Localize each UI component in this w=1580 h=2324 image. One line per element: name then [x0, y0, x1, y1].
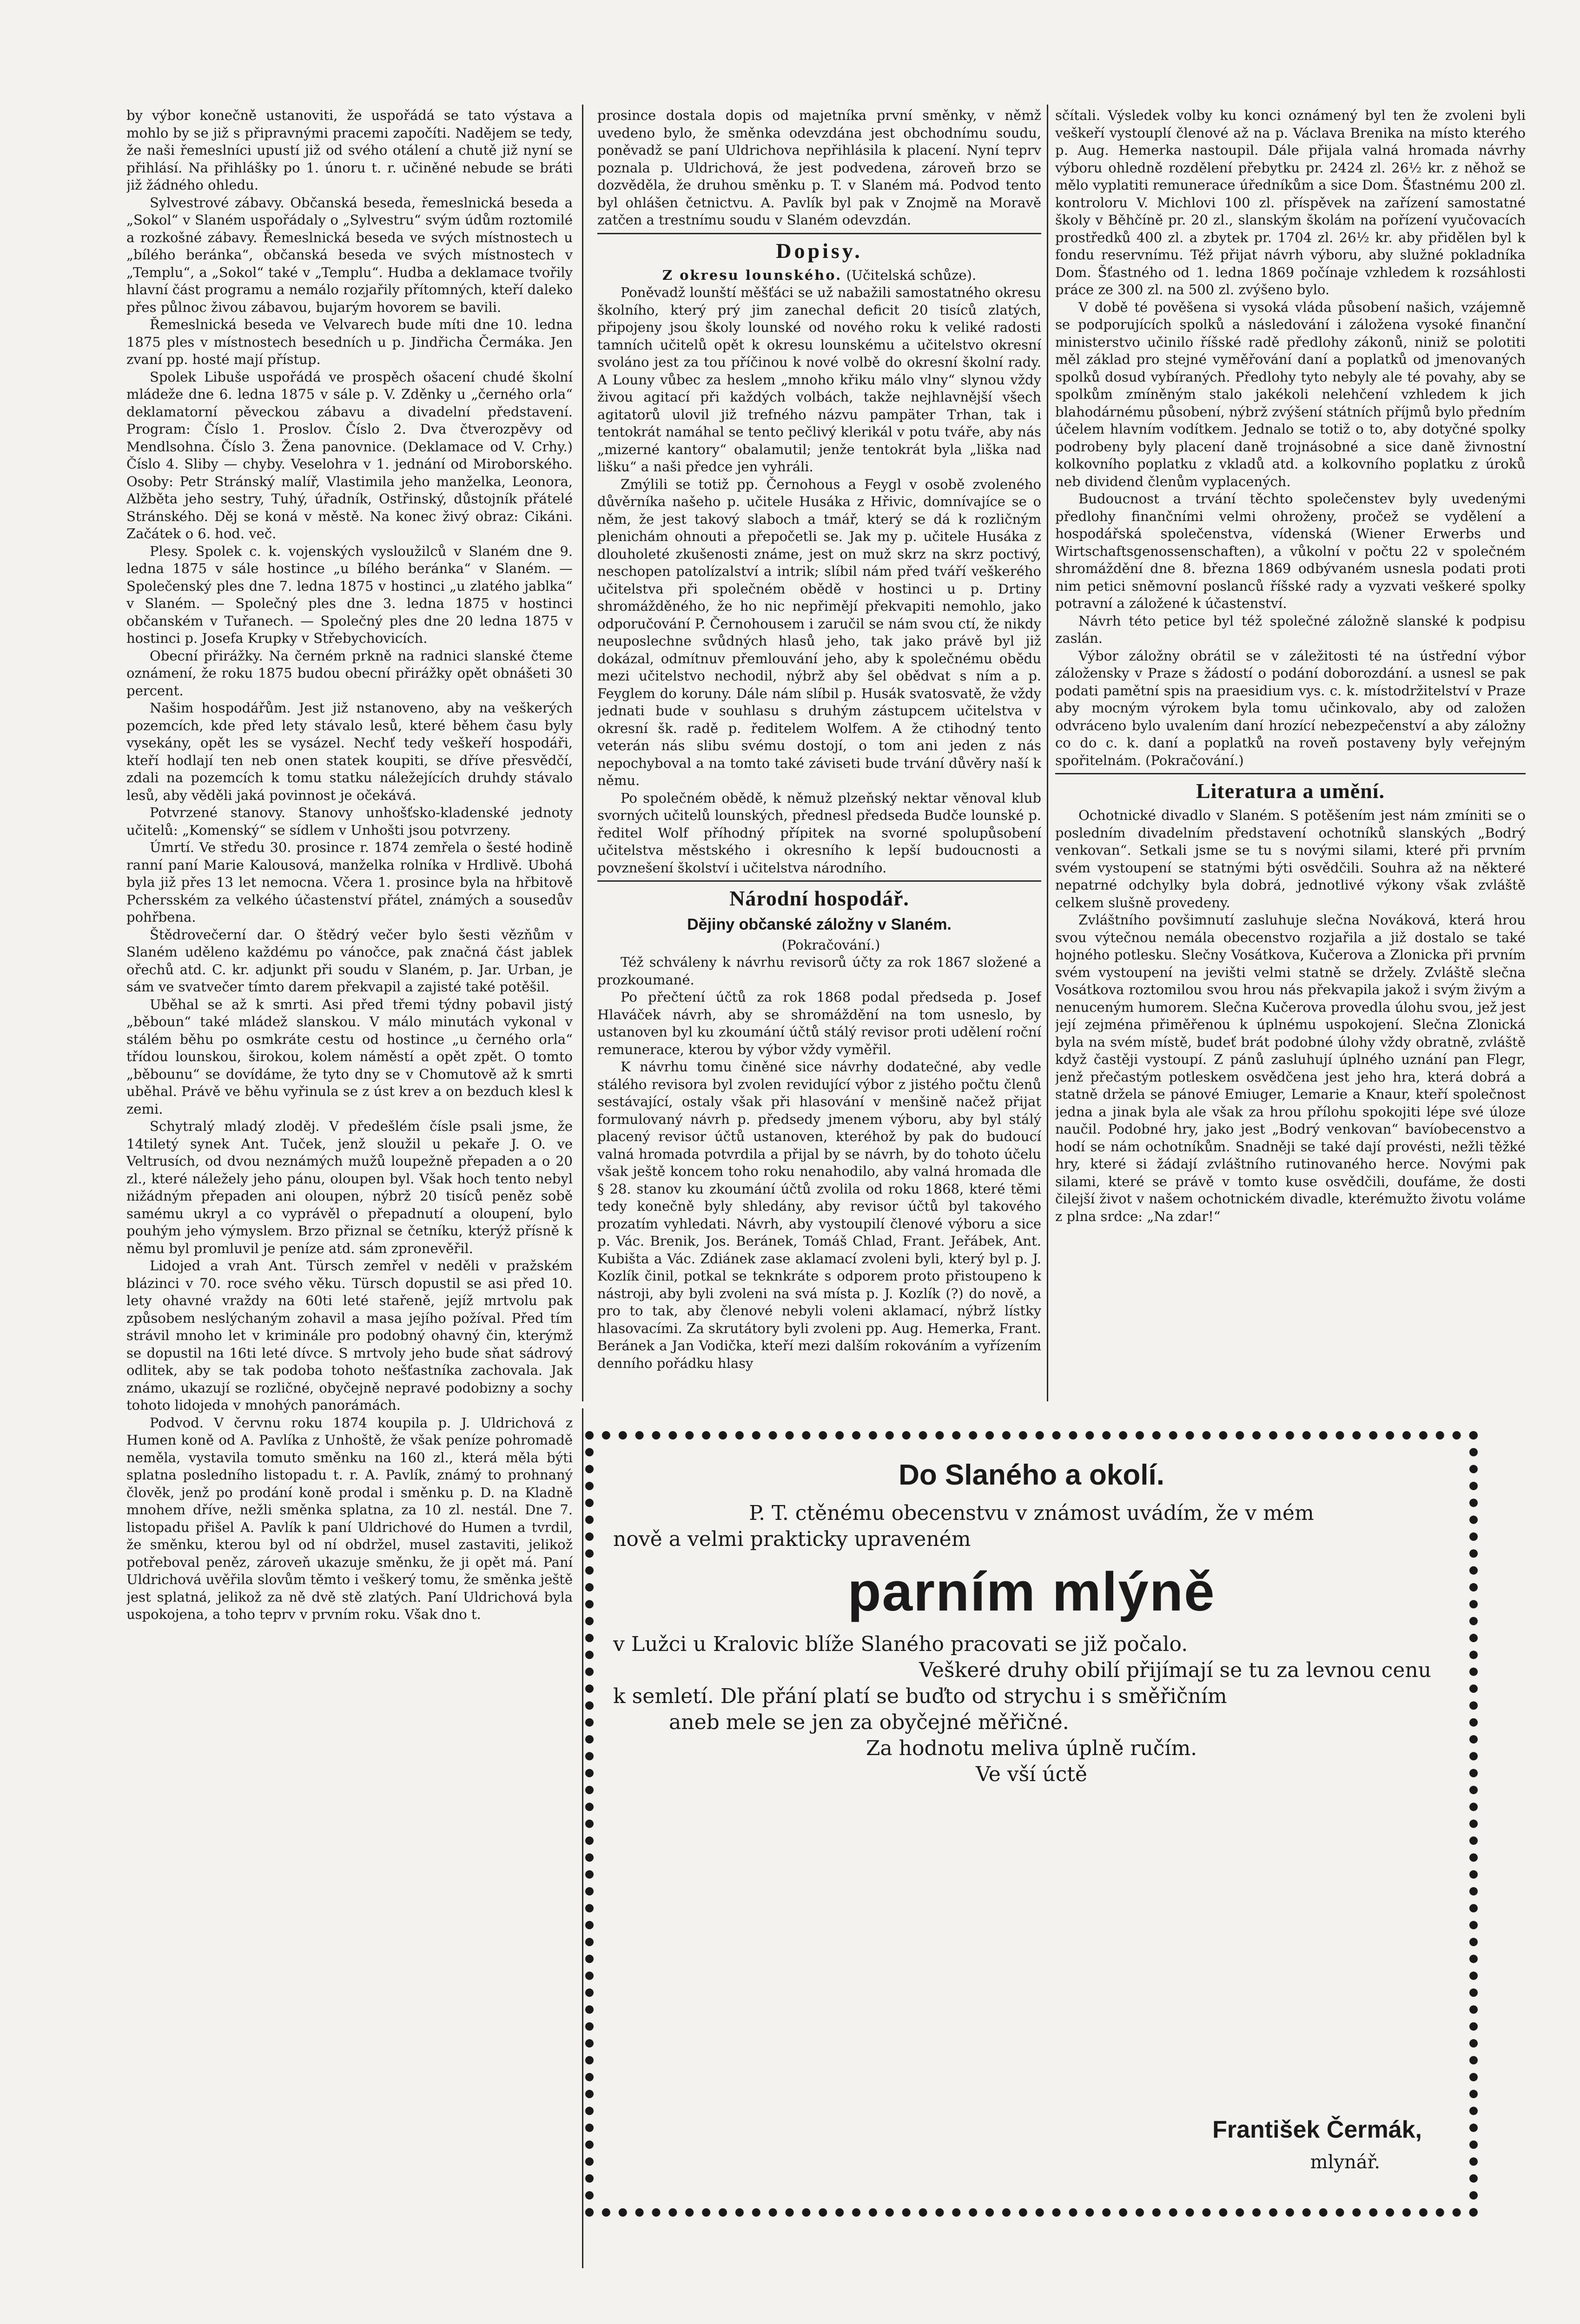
paragraph: Potvrzené stanovy. Stanovy unhošťsko-kladenské jednoty učitelů: „Komenský“ se sídlem v Unhošti jsou potvrzeny. — [126, 805, 573, 838]
section-rule — [597, 880, 1041, 882]
subheading-note: (Učitelská schůze). — [846, 267, 977, 283]
paragraph: V době té pověšena si vysoká vláda působení našich, vzájemně se podporujících spolků a následování i záložena vysoké finanční ministerstvo učinilo říšské radě předlohy zákonů, niniž se polotiti měl základ pro stejné vyměřování daní a poplatků od jmenovaných spolků dosud vybíraných. Předlohy tyto nebyly ale té povahy, aby se spolkům zmíněným stalo jakékoli nelehčení vzhledem k jich blahodárnému působení, nýbrž zvýšení státních příjmů bylo předním účelem hlavním vodítkem. Jednalo se totiž o to, aby dotyčné spolky podrobeny byly placení daně trojnásobné a sice daně živnostní kolkovního poplatku z vkladů atd. a kolkovního poplatku z úroků neb dividend členům vyplacených. — [1055, 299, 1526, 489]
paragraph: Lidojed a vrah Ant. Türsch zemřel v neděli v pražském blázinci v 70. roce svého věku. Türsch dopustil se asi před 10. lety ohavné vraždy na 60ti leté stařeně, jejíž mrtvolu pak způsobem neslýchaným zohavil a masa jejího požíval. Před tím strávil mnoho let v kriminále pro podobný ohavný čin, kterýmž se dopustil na 16ti leté dívce. S mrtvoly jeho bude sňat sádrový odlitek, aby se tak podoba tohoto nešťastníka zachovala. Jak známo, ukazují se rozličné, obyčejně nepravé podobizny a sochy tohoto lidojeda v mnohých panorámách. — [126, 1258, 573, 1413]
paragraph: Ochotnické divadlo v Slaném. S potěšením jest nám zmíniti se o posledním divadelním představení ochotníků slanských „Bodrý venkovan“. Setkali jsme se tu s novými silami, které při prvním svém vystoupení se statnými býti osvědčili. Souhra až na některé nepatrné odchylky byla dobrá, jednotlivé výkony však zvláště celkem slušně provedeny. — [1055, 807, 1526, 911]
ad-signature-role: mlynář. — [1310, 2152, 1380, 2173]
paragraph: Štědrovečerní dar. O štědrý večer bylo šesti vězňům v Slaném uděleno každému po vánočce, pak značná část jablek ořechů atd. C. kr. adjunkt při soudu v Slaném, p. Jar. Urban, je sám ve svatvečer tímto darem překvapil a zajisté také potěšil. — [126, 926, 573, 995]
ad-line: P. T. ctěnému obecenstvu v známost uvádím, že v mém — [749, 1501, 1314, 1525]
advertisement — [579, 1425, 1484, 2223]
advertisement-body — [613, 1457, 1450, 2191]
column-2 — [597, 107, 1041, 1399]
ad-line: Za hodnotu meliva úplně ručím. — [866, 1736, 1197, 1760]
ad-title: Do Slaného a okolí. — [899, 1459, 1164, 1491]
paragraph: Budoucnost a trvání těchto společenstev byly uvedenými předlohy finančními velmi ohroženy, pročež se vydělení a hospodářská společenstva, vídenská (Wiener Erwerbs und Wirtschaftsgenossenschaften), a vůkolní v počtu 22 v společném shromáždění dne 8. března 1869 odbývaném usnesla podati proti nim petici sněmovní poslanců říšské rady a vyzvati veškeré spolky potravní a záložené k účastenství. — [1055, 491, 1526, 611]
column-1 — [126, 107, 573, 2268]
paragraph: Spolek Libuše uspořádá ve prospěch ošacení chudé školní mládeže dne 6. ledna 1875 v sále p. V. Zděnky u „černého orla“ deklamatorní pěveckou zábavu a divadelní představení. Program: Číslo 1. Proslov. Číslo 2. Dva čtverozpěvy od Mendlsohna. Číslo 3. Žena panovnice. (Deklamace od V. Crhy.) Číslo 4. Sliby — chyby. Veselohra v 1. jednání od Miroborského. Osoby: Petr Stránský malíř, Vlastimila jeho manželka, Leonora, Alžběta jeho sestry, Tuhý, úřadník, Ostřinský, důstojník přátelé Stránského. Děj se koná v městě. Na konec živý obraz: Cikáni. Začátek o 6. hod. več. — [126, 369, 573, 541]
paragraph: Schytralý mladý zloděj. V předešlém čísle psali jsme, že 14tiletý synek Ant. Tuček, jenž sloužil u pekaře J. O. ve Veltrusích, od dvou neznámých mužů loupežně přepaden a o 20 zl., které náležely jeho pánu, oloupen byl. Však hoch tento nebyl nižádným přepaden ani oloupen, nýbrž 20 tisíců peněz sobě samému ukryl a co vyprávěl o přepadnutí a oloupení, bylo pouhým jeho výmyslem. Brzo přiznal se četníku, kterýž přísně k němu byl promluvil je peníze atd. sám zpronevěřil. — [126, 1118, 573, 1256]
paragraph: Uběhal se až k smrti. Asi před třemi týdny pobavil jistý „běboun“ také mládež slanskou. V málo minutách vykonal v stálém běhu po osmkráte cestu od hostince „u černého orla“ třídou lounskou, širokou, kolem náměstí a opět zpět. O tomto „běbounu“ se dovídáme, že tyto dny se v Chomutově až k smrti uběhal. Právě ve běhu vyřinula se z úst krev a on bezduch klesl k zemi. — [126, 996, 573, 1117]
ad-line: v Lužci u Kralovic blíže Slaného pracovati se již počalo. — [613, 1632, 1188, 1656]
section-heading-narodni: Národní hospodář. — [729, 886, 909, 910]
paragraph: Podvod. V červnu roku 1874 koupila p. J. Uldrichová z Humen koně od A. Pavlíka z Unhoště, že však peníze pohromadě neměla, vystavila tomuto směnku na 160 zl., která měla býti splatna posledního listopadu t. r. A. Pavlík, známý to prohnaný člověk, jenž po prodání koně prodal i směnku p. D. na Kladně mnohem dříve, nežli směnka splatna, za 10 zl. nestál. Dne 7. listopadu přišel A. Pavlík k paní Uldrichové do Humen a tvrdil, že směnku, kterou byl od ní obdržel, musel zastaviti, jelikož potřeboval peněz, zároveň ukazuje směnku, že ji opět má. Paní Uldrichová uvěřila slovům těmto i veškerý tomu, že směnka ještě jest splatná, jelikož za ně dvě stě zlatých. Paní Uldrichová byla uspokojena, a toho teprv v prvním roku. Však dno t. — [126, 1414, 573, 1622]
paragraph: Úmrtí. Ve středu 30. prosince r. 1874 zemřela o šesté hodině ranní paní Marie Kalousová, manželka rolníka v Hrdlivě. Ubohá byla již přes 13 let nemocna. Včera 1. prosince byla na hřbitově Pchersském za velkého účastenství přátel, známých a sousedův pohřbena. — [126, 839, 573, 925]
paragraph: Zmýlili se totiž pp. Černohous a Feygl v osobě zvoleného důvěrníka našeho p. učitele Husáka z Hřivic, domnívajíce se o něm, že jest takový slaboch a tmář, který se dá k rozličným plenichám ohnouti a přepočetli se. Jak my p. učitele Husáka z dlouholeté zkušenosti známe, jest on muž skrz na skrz poctivý, neschopen patolízalství a intrik; slíbil nám před tváří veškerého učitelstva při společném obědě v hostinci u p. Drtiny shromážděného, že ho nic nepřimějí překvapiti nemohlo, jako odporučování P. Černohousem i zaručil se nám svou ctí, že nikdy neuposlechne svůdných hlasů jeho, tak jako právě byl již dokázal, odmítnuv přemlouvání jeho, aby k společnému obědu mezi učitelstvo nechodil, nýbrž aby šel obědvat s ním a p. Feyglem do koruny. Dále nám slíbil p. Husák svatosvatě, že vždy jednati bude v souhlasu s druhým zástupcem učitelstva v okresní šk. radě p. ředitelem Wolfem. A že ctihodný tento veterán nás slibu svému dostojí, o tom ani jeden z nás nepochyboval a na tomto také záviseti bude trvání důvěry naší k němu. — [597, 476, 1041, 788]
ad-line: aneb mele se jen za obyčejné měřičné. — [669, 1710, 1069, 1734]
paragraph: Obecní přirážky. Na černém prkně na radnici slanské čteme oznámení, že roku 1875 budou obecní přirážky opět obnášeti 30 percent. — [126, 647, 573, 699]
paragraph: Plesy. Spolek c. k. vojenských vysloužilců v Slaném dne 9. ledna 1875 v sále hostince „u bílého beránka“ v Slaném. — Společenský ples dne 7. ledna 1875 v hostinci „u zlatého jablka“ v Slaném. — Společný ples dne 3. ledna 1875 v hostinci občanském v Tuřanech. — Společný ples dne 20 ledna 1875 v hostinci p. Josefa Krupky v Střebychovicích. — [126, 543, 573, 646]
paragraph: Poněvadž lounští měšťáci se už nabažili samostatného okresu školního, který prý jim zanechal deficit 20 tisíců zlatých, připojeny jsou školy lounské od nového roku k veliké radosti tamních učitelů opět k okresu lounskému a učitelstvo okresní svoláno jest za tou příčinou k nové volbě do okresní školní rady. A Louny vůbec za heslem „mnoho křiku málo vlny“ slynou vždy živou agitací při každých volbách, takže nejhlavnější všech agitatorů ulovil již trefného názvu pampäter Trhan, tak i tentokrát namáhal se tento pečlivý klerikál v potu tváře, aby nás „mizerné kantory“ obalamutil; jenže tentokrát byla „liška nad lišku“ a naši předce jen vyhráli. — [597, 284, 1041, 475]
ad-line: Ve vší úctě — [976, 1763, 1087, 1786]
paragraph: Po přečtení účtů za rok 1868 podal předseda p. Josef Hlaváček návrh, aby se shromáždění na tom usneslo, by ustanoven byl ku zkoumání účtů stálý revisor proti udělení roční remunerace, kterou by výbor vždy vyměřil. — [597, 989, 1041, 1057]
ad-signature: František Čermák, — [1212, 2116, 1422, 2143]
ad-line: k semletí. Dle přání platí se buďto od strychu i s směřičním — [613, 1684, 1227, 1708]
section-heading-literatura: Literatura a umění. — [1196, 779, 1385, 803]
ad-line: Veškeré druhy obilí přijímají se tu za levnou cenu — [919, 1658, 1431, 1682]
section-heading-dopisy: Dopisy. — [776, 238, 863, 263]
section-rule — [597, 233, 1041, 234]
paragraph: Zvláštního povšimnutí zasluhuje slečna Nováková, která hrou svou výtečnou nemála obecenstvo rozjařila a již dostalo se také hojného potlesku. Slečny Vosátkova, Kučerova a Zlonicka při prvním svém vystoupení na jevišti velmi statně se držely. Zvláště slečna Vosátkova roztomilou svou hrou nás překvapila jakož i svým živým a nenuceným humorem. Slečna Kučerova provedla úlohu svou, jež jest její zejména přiměřenou k úplnému uspokojení. Slečna Zlonická byla na svém místě, budeť brát podobné úlohy vždy obratně, zvláště když častěji vystoupí. Z pánů zasluhují úplného uznání pan Flegr, jenž přečastým potleskem osvědčena jest jeho hra, která dobrá a statně držela se pánové Emiuger, Lemarie a Knaur, kteří společnost jedna a jinak byla ale však za hrou přílohu spokojiti lépe své úloze naučil. Podobné hry, jako jest „Bodrý venkovan“ bavíobecenstvo a hodí se nám ochotníkům. Snadněji se také dají provésti, nežli těžké hry, které si žádají zvláštního rutinovaného herce. Novými pak silami, které se právě v tomto kuse osvědčili, doufáme, že dosti čilejší život v našem ochotnickém divadle, kterémužto životu voláme z plna srdce: „Na zdar!“ — [1055, 912, 1526, 1224]
paragraph: Sylvestrové zábavy. Občanská beseda, řemeslnická beseda a „Sokol“ v Slaném uspořádaly o „Sylvestru“ svým údům roztomilé a rozkošné zábavy. Řemeslnická beseda ve svých místnostech u „bílého beránka“, občanská beseda ve svých místnostech v „Templu“, a „Sokol“ také v „Templu“. Hudba a deklamace tvořily hlavní část programu a nemálo rozjařily přítomných, kteří daleko přes půlnoc živou zábavou, bujarým hovorem se bavili. — [126, 194, 573, 315]
paragraph: prosince dostala dopis od majetníka první směnky, v němž uvedeno bylo, že směnka odevzdána jest obchodnímu soudu, poněvadž se paní Uldrichova nepřihlásila k placení. Nyní teprv poznala p. Uldrichová, že jest podvedena, zároveň brzo se dozvěděla, že druhou směnku p. T. v Slaném má. Podvod tento byl ohlášen četnictvu. A. Pavlík byl pak v Znojmě na Moravě zatčen a trestnímu soudu v Slaném odevzdán. — [597, 107, 1041, 228]
column-divider — [1047, 105, 1048, 1401]
column-3 — [1055, 107, 1526, 1399]
paragraph: Našim hospodářům. Jest již nstanoveno, aby na veškerých pozemcích, kde před lety stávalo lesů, které během času byly vysekány, opět les se vysázel. Nechť tedy veškeří hospodáři, kteří hodlají ten neb onen statek koupiti, se dříve přesvědčí, zdali na pozemcích k tomu statku náležejících druhdy stávalo lesů, aby věděli jaká povinnost je očekává. — [126, 700, 573, 803]
ad-headline: parním mlýně — [847, 1561, 1216, 1623]
paragraph: K návrhu tomu činěné sice návrhy dodatečné, aby vedle stálého revisora byl zvolen revidující výbor z jistého počtu členů sestávající, ostaly však při hlasování v menšině načež přijat formulovaný návrh p. předsedy jmenem výboru, aby byl stálý placený revisor účtů ustanoven, kteréhož by pak do budoucí valná hromada potvrdila a přijal by se návrh, by do tohoto účelu však ještě koncem toho roku nenahodilo, aby valná hromada dle § 28. stanov ku zkoumání účtů zvolila od roku 1868, které těmi tedy konečně byly shledány, aby revisor účtů byl takového prozatím vyhledati. Návrh, aby vystoupilí členové výboru a sice p. Vác. Brenik, Jos. Beránek, Tomáš Chlad, Frant. Jeřábek, Ant. Kubišta a Vác. Zdiánek zase aklamací zvoleni byli, který byl p. J. Kozlík činil, potkal se teknkráte s odporem proto přistoupeno k nástroji, aby byli zvoleni na svá místa p. J. Kozlík (?) do nově, a pro to tak, aby členové nebyli voleni aklamací, nýbrž lístky hlasovacími. Za skrutátory byli zvoleni pp. Aug. Hemerka, Frant. Beránek a Jan Vodička, kteří mezi dalším rokováním a vyřízením denního pořádku hlasy — [597, 1059, 1041, 1371]
subheading: Z okresu lounského. — [662, 267, 842, 283]
paragraph: by výbor konečně ustanoviti, že uspořádá se tato výstava a mohlo by se již s připravnými pracemi započíti. Nadějem se tedy, že naši řemeslníci upustí již od svého otálení a chutě již nyní se přihlásí. Na přihlášky po 1. únoru t. r. učiněné nebude se bráti již žádného ohledu. — [126, 107, 573, 193]
paragraph: Výbor záložny obrátil se v záležitosti té na ústřední výbor záložensky v Praze s žádostí o podání doborozdání. a usnesl se pak podati pamětní spis na praesidium vys. c. k. místodržitelství v Praze aby mocným výrokem byla tomu učinkovalo, aby od založen odvráceno bylo uvalením daní hrozící nebezpečenství a aby záložny co do c. k. daní a poplatků na roveň postaveny byly veřejným spořitelnám. (Pokračování.) — [1055, 647, 1526, 768]
subheading: Dějiny občanské záložny v Slaném. — [687, 916, 952, 933]
paragraph: sčítali. Výsledek volby ku konci oznámený byl ten že zvoleni byli veškeří vystouplí členové až na p. Václava Brenika na místo kterého p. Aug. Hemerka nastoupil. Dále přijala valná hromada návrhy výboru ohledně rozdělení přebytku pr. 2424 zl. 26½ kr. z něhož se mělo vyplatiti remunerace úředníkům a sice Dom. Šťastnému 200 zl. kontroloru V. Michlovi 100 zl. příspěvek na zařízení samostatné školy v Běhčíně pr. 20 zl., slanským školám na pořízení vyučovacích prostředků 400 zl. a zbytek pr. 1704 zl. 26½ kr. aby přidělen byl k fondu reservnímu. Též přijat návrh výboru, aby služné pokladníka Dom. Šťastného od 1. ledna 1869 počínaje vzhledem k rozsáhlosti práce ze 300 zl. na 500 zl. zvýšeno bylo. — [1055, 107, 1526, 297]
paragraph: Návrh této petice byl též společné záložně slanské k podpisu zaslán. — [1055, 613, 1526, 646]
column-divider — [582, 105, 583, 1401]
paragraph: Řemeslnická beseda ve Velvarech bude míti dne 10. ledna 1875 ples v místnostech besedních u p. Jindřicha Čermáka. Jen zvaní pp. hosté mají přístup. — [126, 317, 573, 367]
paragraph: Po společném obědě, k němuž plzeňský nektar věnoval klub svorných učitelů lounských, přednesl předseda Budče lounské p. ředitel Wolf příhodný přípitek na svorné spolupůsobení učitelstva městského i okresního k lepší budoucnosti a povznešení školství i učitelstva národního. — [597, 790, 1041, 876]
section-rule — [1055, 773, 1526, 774]
paragraph: Též schváleny k návrhu revisorů účty za rok 1867 složené a prozkoumané. — [597, 954, 1041, 988]
ad-line: nově a velmi prakticky upraveném — [613, 1527, 971, 1551]
continued-note: (Pokračování.) — [781, 937, 880, 953]
subheading-line — [597, 267, 1041, 284]
